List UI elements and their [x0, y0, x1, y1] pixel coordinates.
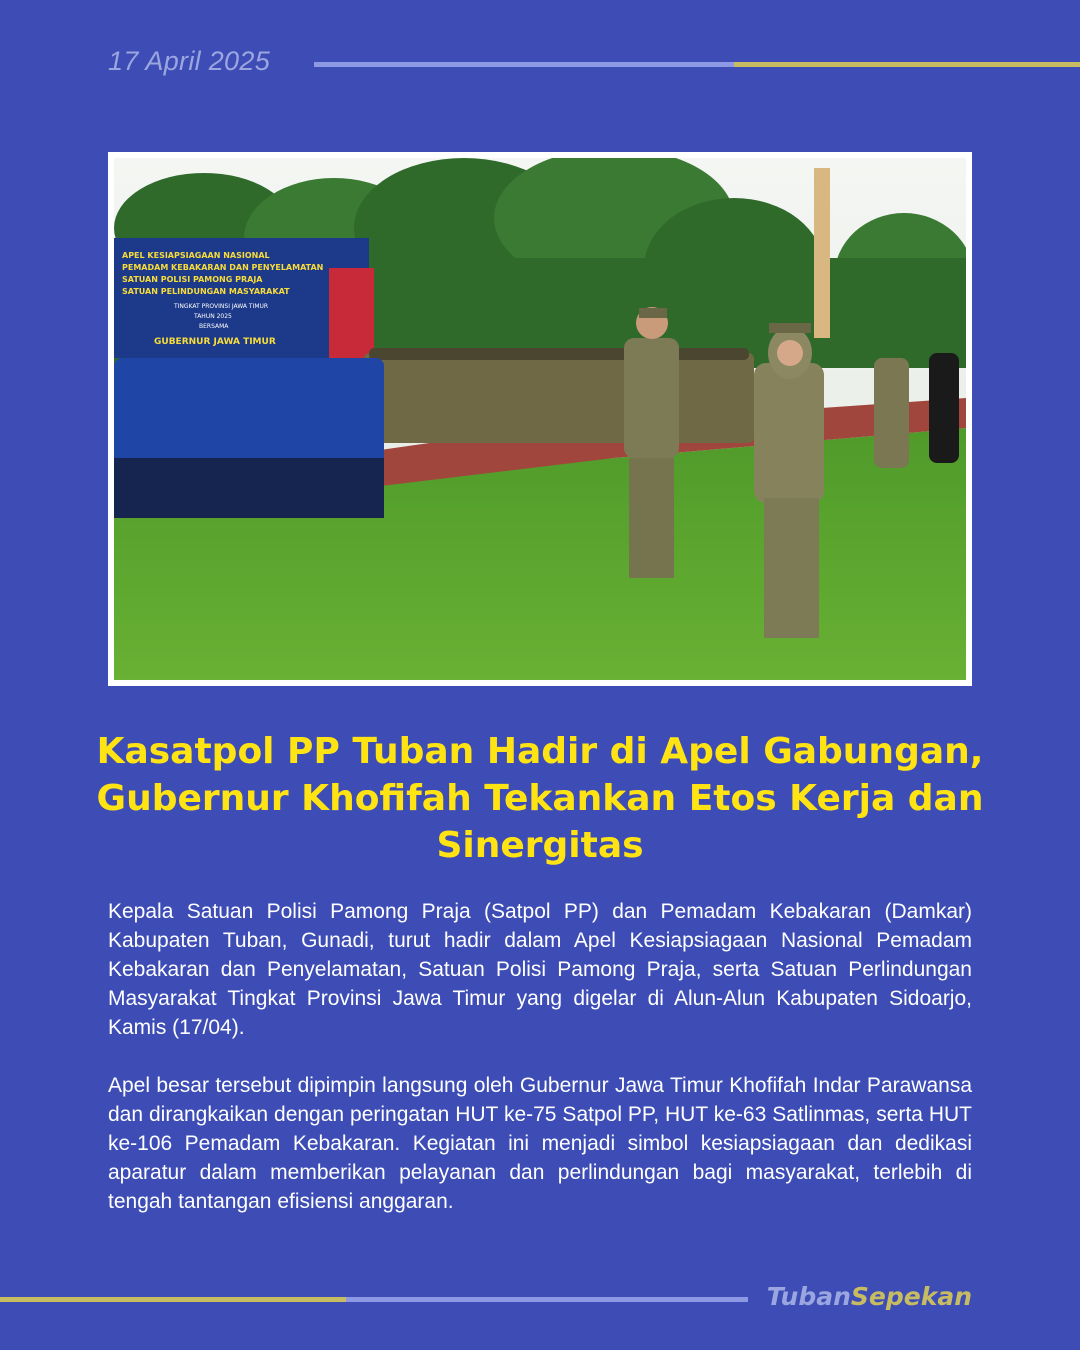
svg-text:TAHUN 2025: TAHUN 2025	[194, 313, 232, 320]
svg-text:SATUAN POLISI PAMONG PRAJA: SATUAN POLISI PAMONG PRAJA	[122, 275, 263, 284]
body-paragraph-1: Kepala Satuan Polisi Pamong Praja (Satpol PP) dan Pemadam Kebakaran (Damkar) Kabupaten Tuban, Gunadi, turut hadir dalam Apel Kesiapsiagaan Nasional Pemadam Kebakaran dan Penyelamatan, Satuan Polisi Pamong Praja, serta Satuan Perlindungan Masyarakat Tingkat Provinsi Jawa Timur yang digelar di Alun-Alun Kabupaten Sidoarjo, Kamis (17/04).	[108, 900, 972, 1039]
brand-part-1: Tuban	[766, 1282, 851, 1311]
top-divider-lavender	[314, 62, 734, 67]
svg-text:TINGKAT PROVINSI JAWA TIMUR: TINGKAT PROVINSI JAWA TIMUR	[174, 303, 269, 310]
bottom-divider-lavender	[346, 1297, 748, 1302]
body-paragraph-2: Apel besar tersebut dipimpin langsung oleh Gubernur Jawa Timur Khofifah Indar Parawansa dan dirangkaikan dengan peringatan HUT ke-75 Satpol PP, HUT ke-63 Satlinmas, serta HUT ke-106 Pemadam Kebakaran. Kegiatan ini menjadi simbol kesiapsiagaan dan dedikasi aparatur dalam memberikan pelayanan dan perlindungan bagi masyarakat, terlebih di tengah tantangan efisiensi anggaran.	[108, 1074, 972, 1213]
svg-text:APEL KESIAPSIAGAAN NASIONAL: APEL KESIAPSIAGAAN NASIONAL	[122, 251, 270, 260]
brand-logo	[767, 1282, 972, 1311]
news-photo	[108, 152, 972, 686]
top-divider-gold	[734, 62, 1080, 67]
svg-text:SATUAN PELINDUNGAN MASYARAKAT: SATUAN PELINDUNGAN MASYARAKAT	[122, 287, 290, 296]
photo-illustration	[114, 158, 966, 680]
svg-text:PEMADAM KEBAKARAN DAN PENYELAM: PEMADAM KEBAKARAN DAN PENYELAMATAN	[122, 263, 324, 272]
bottom-divider-gold	[0, 1297, 346, 1302]
date-label: 17 April 2025	[108, 46, 271, 76]
brand-part-2: Sepekan	[850, 1282, 972, 1311]
headline: Kasatpol PP Tuban Hadir di Apel Gabungan, Gubernur Khofifah Tekankan Etos Kerja dan Sinergitas	[96, 731, 984, 866]
svg-text:BERSAMA: BERSAMA	[199, 323, 229, 330]
svg-text:GUBERNUR JAWA TIMUR: GUBERNUR JAWA TIMUR	[154, 337, 276, 347]
